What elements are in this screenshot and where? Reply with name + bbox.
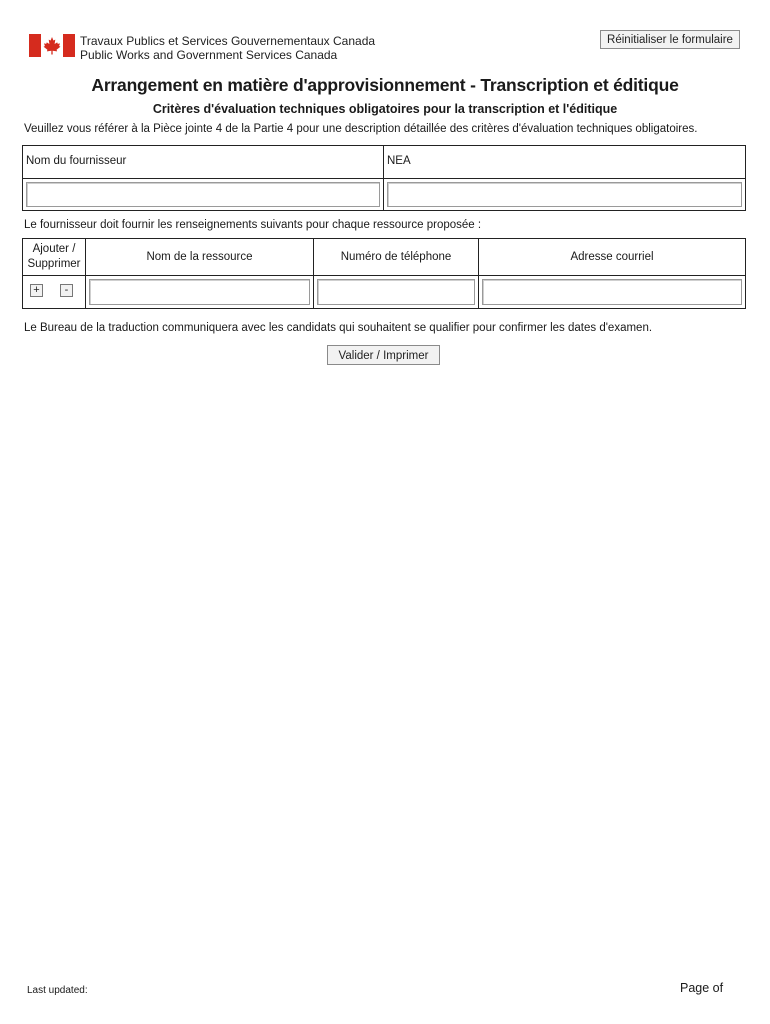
phone-header xyxy=(313,238,479,276)
notice-text: Le Bureau de la traduction communiquera avec les candidats qui souhaitent se qualifier pour confirmer les dates d'examen. xyxy=(24,322,653,334)
resource-name-cell xyxy=(85,275,314,309)
phone-header-label: Numéro de téléphone xyxy=(340,250,452,263)
nea-input-cell xyxy=(383,178,746,211)
page-title: Arrangement en matière d'approvisionnement - Transcription et éditique xyxy=(91,75,679,95)
supplier-label-cell xyxy=(22,145,384,179)
nea-input[interactable] xyxy=(387,182,742,207)
supplier-input-cell xyxy=(22,178,384,211)
nea-label-cell xyxy=(383,145,746,179)
email-cell xyxy=(478,275,746,309)
page-subtitle: Critères d'évaluation techniques obligatoires pour la transcription et l'éditique xyxy=(152,102,618,116)
supplier-name-input[interactable] xyxy=(26,182,380,207)
add-remove-header xyxy=(22,238,86,276)
remove-row-button[interactable]: - xyxy=(60,284,73,297)
validate-print-button[interactable]: Valider / Imprimer xyxy=(327,345,440,365)
add-row-button[interactable]: + xyxy=(30,284,43,297)
email-header xyxy=(478,238,746,276)
intro-text: Veuillez vous référer à la Pièce jointe 4 de la Partie 4 pour une description détaillée des critères d'évaluation techniques obligatoires. xyxy=(24,123,698,135)
phone-cell xyxy=(313,275,479,309)
add-remove-cell xyxy=(22,275,86,309)
resources-intro-text: Le fournisseur doit fournir les renseignements suivants pour chaque ressource proposée : xyxy=(24,219,482,231)
canada-flag-icon xyxy=(29,34,75,57)
page-number: Page of xyxy=(680,981,724,995)
resource-name-header xyxy=(85,238,314,276)
add-remove-header-line2: Supprimer xyxy=(27,258,81,270)
org-name-fr: Travaux Publics et Services Gouvernementaux Canada xyxy=(80,34,376,48)
email-header-label: Adresse courriel xyxy=(570,250,654,263)
resource-name-input[interactable] xyxy=(89,279,310,305)
last-updated-label: Last updated: xyxy=(27,985,88,996)
supplier-label: Nom du fournisseur xyxy=(26,155,127,167)
nea-label: NEA xyxy=(387,155,411,167)
reset-form-button[interactable]: Réinitialiser le formulaire xyxy=(600,30,740,49)
add-remove-header-line1: Ajouter / xyxy=(32,243,76,255)
org-name-en: Public Works and Government Services Canada xyxy=(80,48,338,62)
email-input[interactable] xyxy=(482,279,742,305)
resource-name-header-label: Nom de la ressource xyxy=(146,250,253,263)
phone-input[interactable] xyxy=(317,279,475,305)
